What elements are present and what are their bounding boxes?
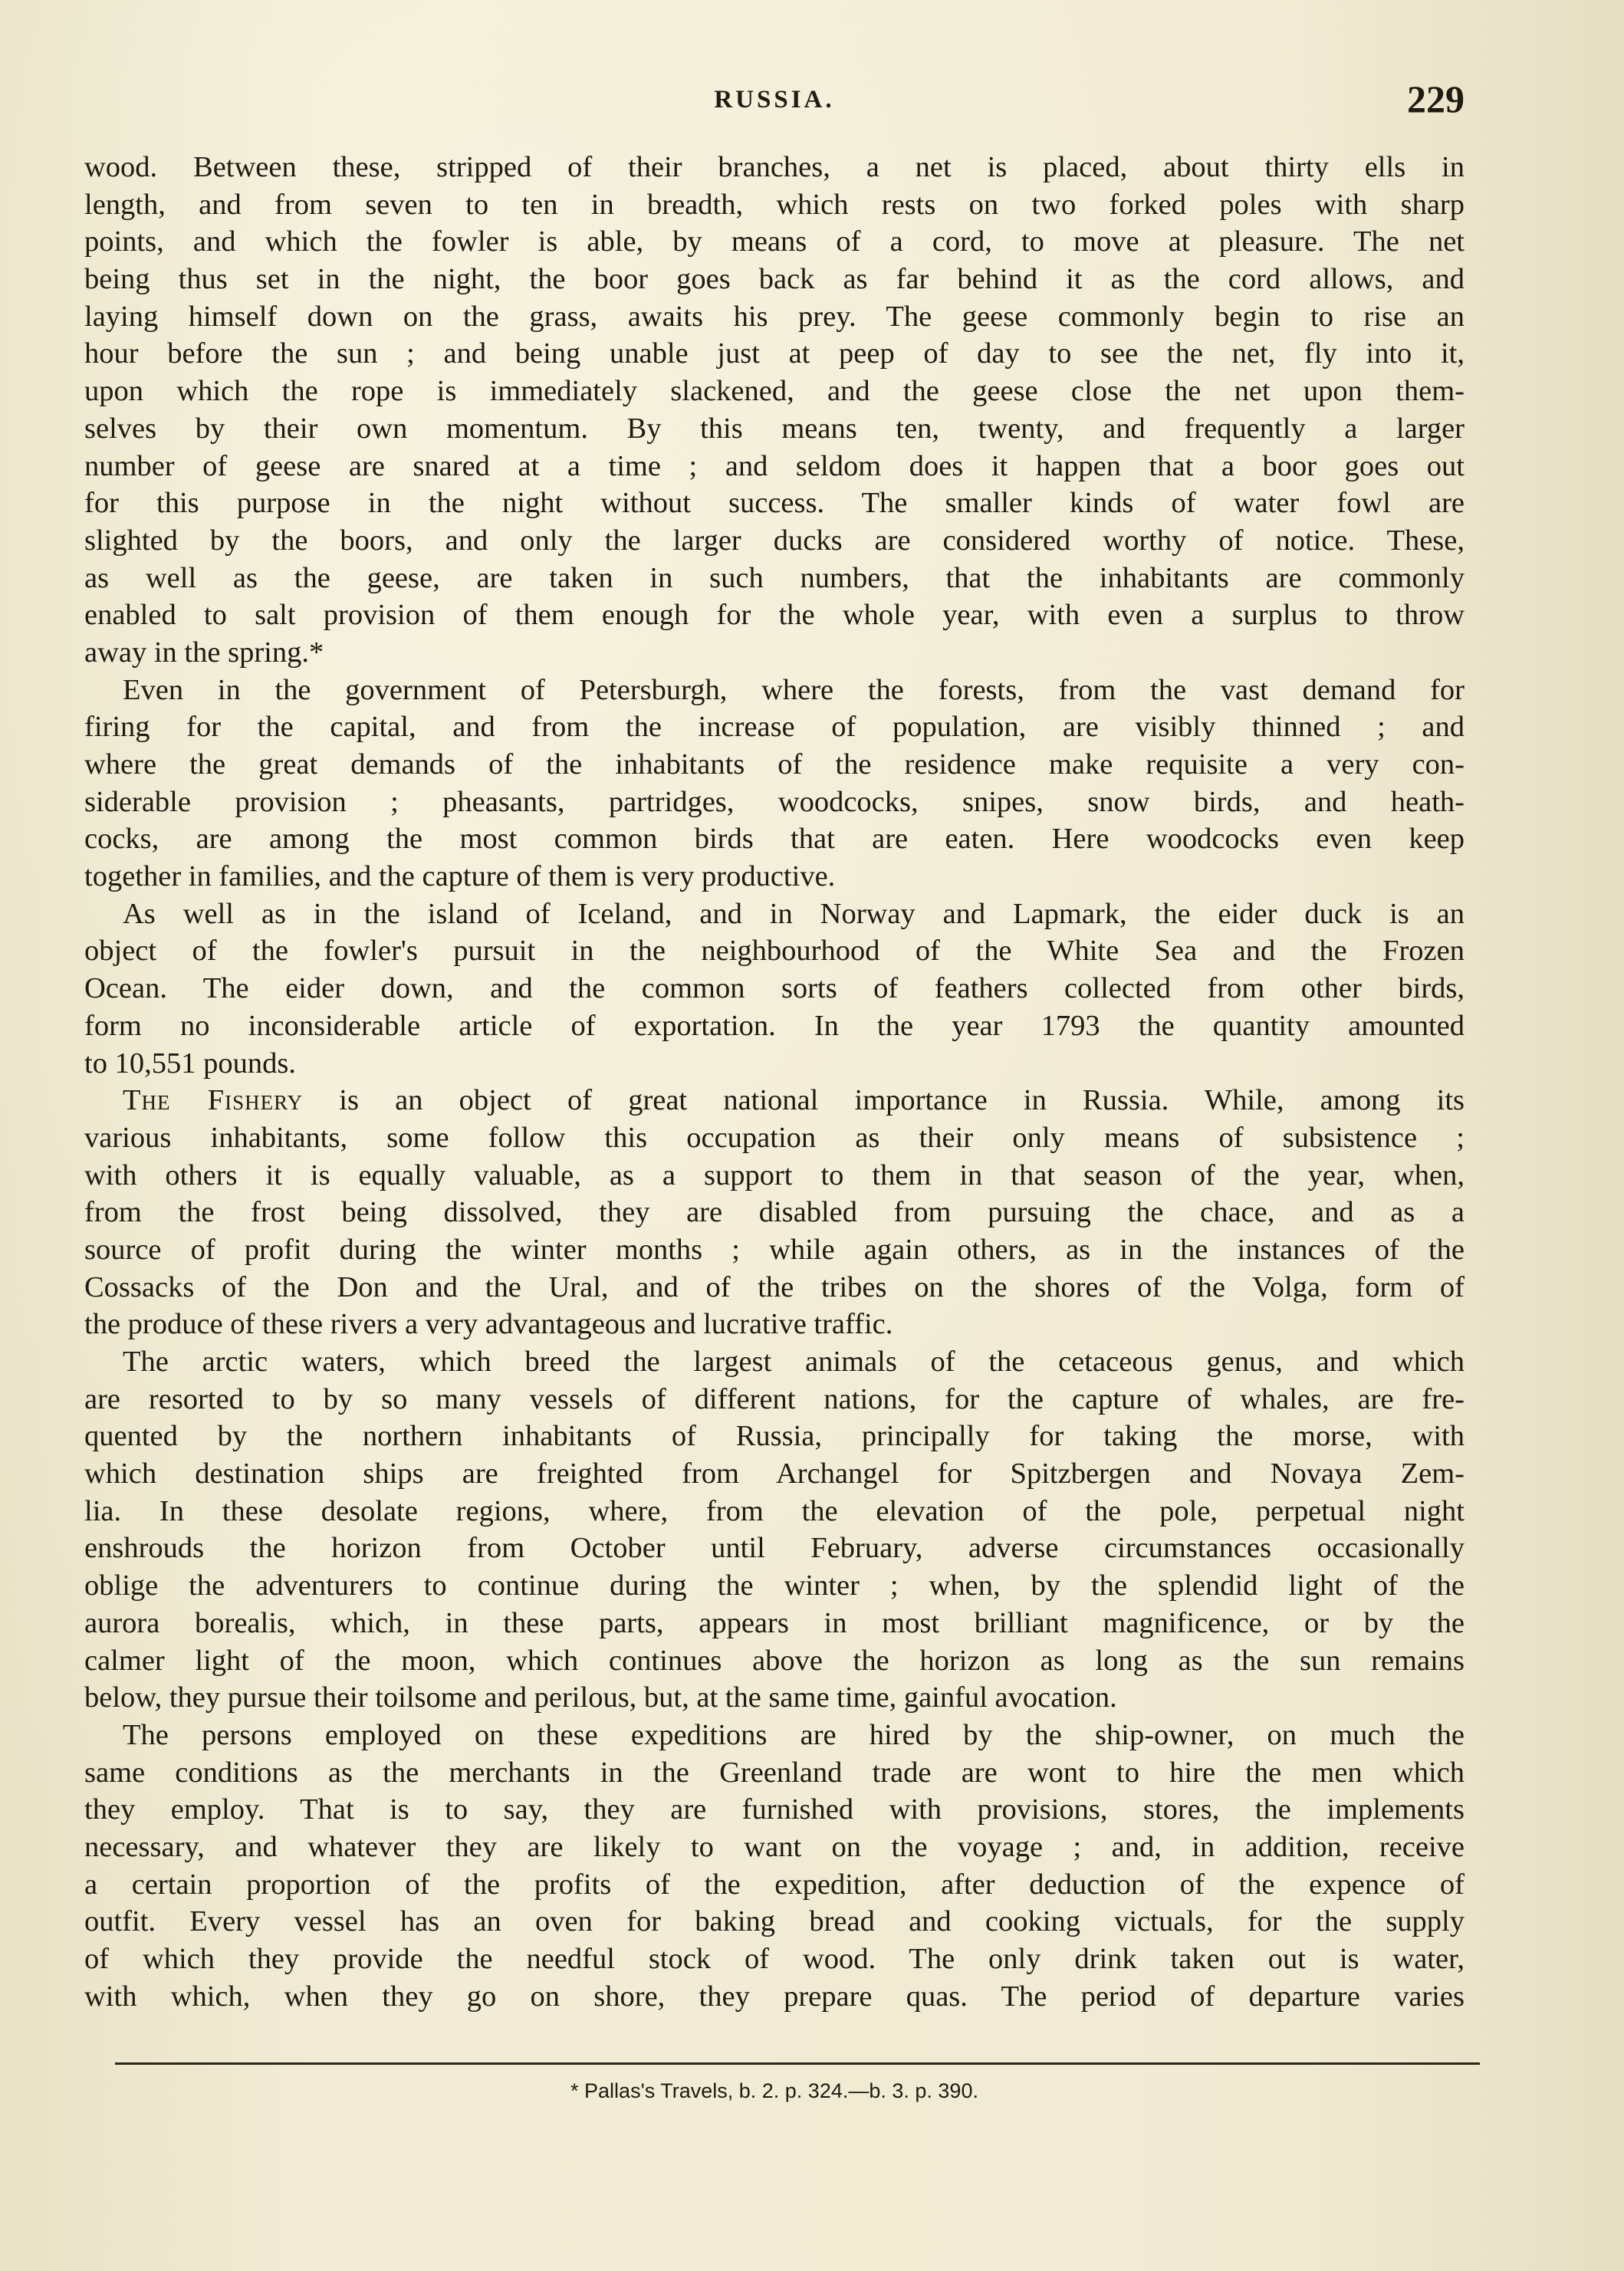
text-line: oblige the adventurers to continue during the winter ; when, by the splendid light of the (84, 1569, 1465, 1602)
text-line: a certain proportion of the profits of the expedition, after deduction of the expence of (84, 1868, 1465, 1901)
text-line: are resorted to by so many vessels of different nations, for the capture of whales, are fre- (84, 1382, 1465, 1415)
text-line: number of geese are snared at a time ; and seldom does it happen that a boor goes out (84, 449, 1465, 482)
text-line-fishery (84, 1082, 1465, 1119)
text-line: as well as the geese, are taken in such numbers, that the inhabitants are commonly (84, 561, 1465, 594)
text-line: siderable provision ; pheasants, partridges, woodcocks, snipes, snow birds, and heath- (84, 785, 1465, 818)
fishery-heading: The Fishery (123, 1084, 304, 1117)
body-text (84, 149, 1465, 2015)
text-line: enabled to salt provision of them enough for the whole year, with even a surplus to throw (84, 599, 1465, 632)
text-line: laying himself down on the grass, awaits his prey. The geese commonly begin to rise an (84, 300, 1465, 333)
text-line: source of profit during the winter months ; while again others, as in the instances of the (84, 1233, 1465, 1266)
text-line: Even in the government of Petersburgh, where the forests, from the vast demand for (123, 673, 1465, 706)
text-line: firing for the capital, and from the increase of population, are visibly thinned ; and (84, 711, 1465, 744)
text-line: to 10,551 pounds. (84, 1047, 296, 1080)
text-line: aurora borealis, which, in these parts, appears in most brilliant magnificence, or by the (84, 1606, 1465, 1639)
text-line: Ocean. The eider down, and the common sorts of feathers collected from other birds, (84, 972, 1465, 1005)
text-line: with others it is equally valuable, as a support to them in that season of the year, when, (84, 1159, 1465, 1191)
text-line: quented by the northern inhabitants of Russia, principally for taking the morse, with (84, 1420, 1465, 1453)
page-header (84, 74, 1465, 120)
text-line: together in families, and the capture of them is very productive. (84, 860, 836, 893)
running-title: RUSSIA. (714, 86, 835, 113)
footnote-divider (115, 2062, 1480, 2065)
text-line: upon which the rope is immediately slackened, and the geese close the net upon them- (84, 375, 1465, 408)
text-line: necessary, and whatever they are likely to want on the voyage ; and, in addition, receive (84, 1830, 1465, 1863)
text-line: enshrouds the horizon from October until February, adverse circumstances occasionally (84, 1532, 1465, 1565)
text-line: from the frost being dissolved, they are disabled from pursuing the chace, and as a (84, 1196, 1465, 1229)
text-line: of which they provide the needful stock of wood. The only drink taken out is water, (84, 1943, 1465, 1975)
text-line: wood. Between these, stripped of their branches, a net is placed, about thirty ells in (84, 151, 1465, 183)
text-line: lia. In these desolate regions, where, from the elevation of the pole, perpetual night (84, 1494, 1465, 1527)
text-line: outfit. Every vessel has an oven for baking bread and cooking victuals, for the supply (84, 1905, 1465, 1938)
text-line: The persons employed on these expeditions are hired by the ship-owner, on much the (123, 1718, 1465, 1751)
text-line: various inhabitants, some follow this occupation as their only means of subsistence ; (84, 1121, 1465, 1154)
text-line: object of the fowler's pursuit in the neighbourhood of the White Sea and the Frozen (84, 935, 1465, 968)
text-line: selves by their own momentum. By this means ten, twenty, and frequently a larger (84, 412, 1465, 445)
text-line: where the great demands of the inhabitants of the residence make requisite a very con- (84, 748, 1465, 781)
text-line: they employ. That is to say, they are furnished with provisions, stores, the implements (84, 1793, 1465, 1826)
text-line: cocks, are among the most common birds that are eaten. Here woodcocks even keep (84, 823, 1465, 856)
page-number: 229 (1407, 77, 1465, 120)
text-line: calmer light of the moon, which continues above the horizon as long as the sun remains (84, 1644, 1465, 1677)
footnote: * Pallas's Travels, b. 2. p. 324.—b. 3. p. 390. (570, 2079, 978, 2102)
text-line: As well as in the island of Iceland, and in Norway and Lapmark, the eider duck is an (123, 897, 1465, 930)
text-line: the produce of these rivers a very advantageous and lucrative traffic. (84, 1308, 893, 1341)
text-line: below, they pursue their toilsome and perilous, but, at the same time, gainful avocation. (84, 1681, 1117, 1714)
text-line: form no inconsiderable article of exportation. In the year 1793 the quantity amounted (84, 1009, 1465, 1042)
text-line: away in the spring.* (84, 636, 324, 669)
text-line: with which, when they go on shore, they prepare quas. The period of departure varies (84, 1980, 1465, 2013)
text-line: for this purpose in the night without success. The smaller kinds of water fowl are (84, 487, 1465, 520)
text-line: being thus set in the night, the boor goes back as far behind it as the cord allows, and (84, 263, 1465, 296)
text-line: slighted by the boors, and only the larger ducks are considered worthy of notice. These, (84, 524, 1465, 557)
text-line: hour before the sun ; and being unable just at peep of day to see the net, fly into it, (84, 337, 1465, 370)
text-line: Cossacks of the Don and the Ural, and of the tribes on the shores of the Volga, form of (84, 1270, 1465, 1303)
text-line: The arctic waters, which breed the largest animals of the cetaceous genus, and which (123, 1346, 1465, 1378)
text-line: points, and which the fowler is able, by means of a cord, to move at pleasure. The net (84, 225, 1465, 258)
text-line: same conditions as the merchants in the Greenland trade are wont to hire the men which (84, 1756, 1465, 1789)
fishery-line-rest: is an object of great national importance in Russia. While, among its (303, 1084, 1465, 1117)
text-line: which destination ships are freighted from Archangel for Spitzbergen and Novaya Zem- (84, 1458, 1465, 1490)
text-line: length, and from seven to ten in breadth, which rests on two forked poles with sharp (84, 188, 1465, 221)
